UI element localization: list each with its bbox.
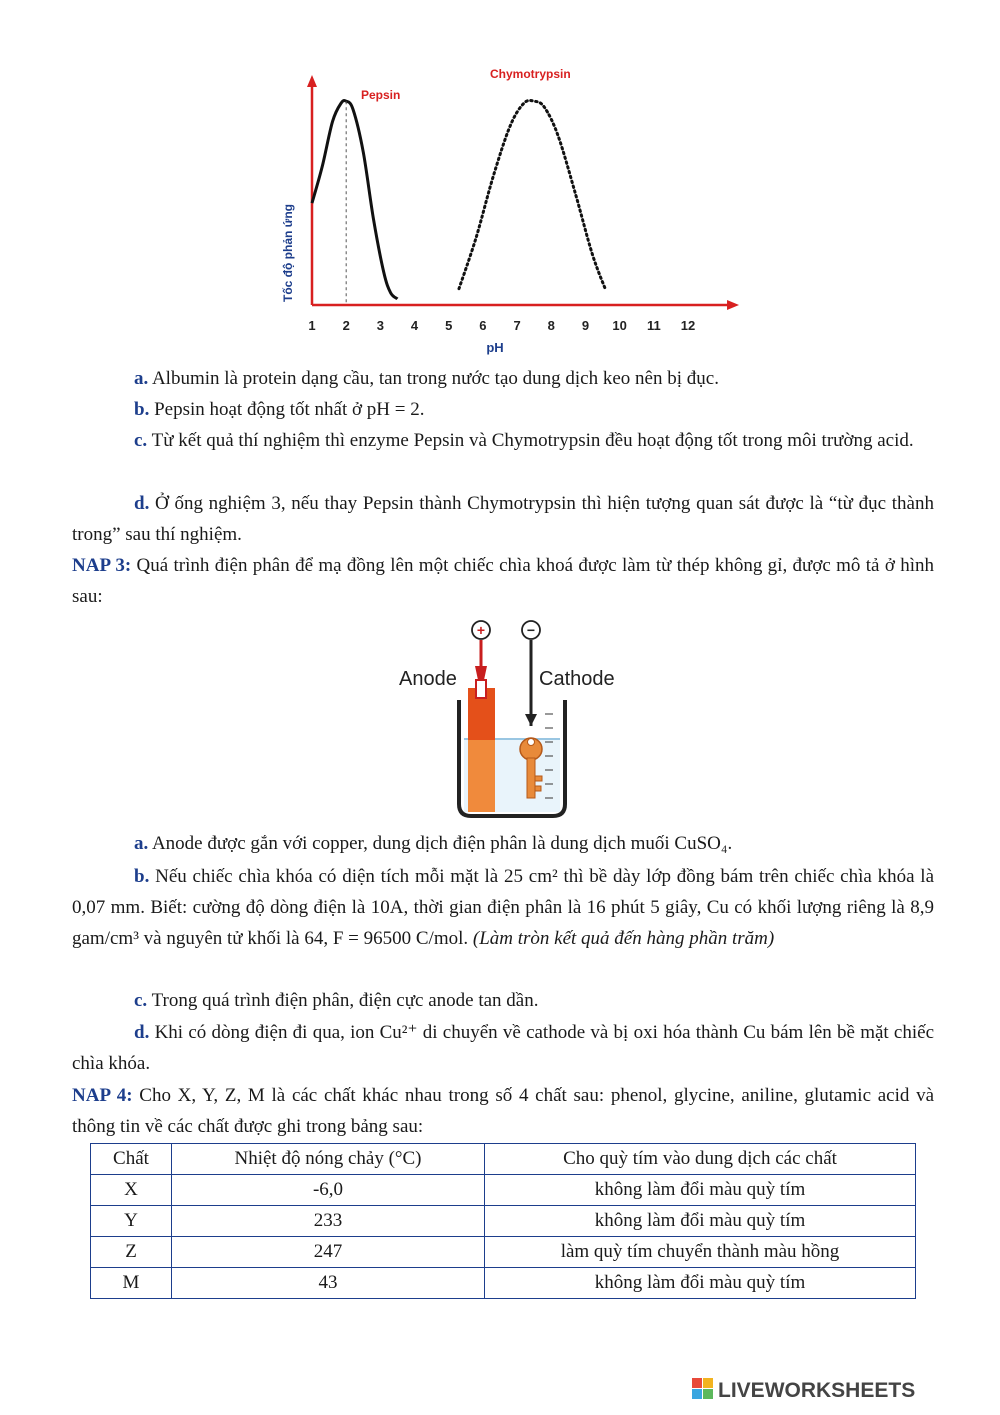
x-tick-label: 1 [308, 318, 316, 333]
y-axis-arrow [307, 75, 317, 87]
anode-clamp [476, 680, 486, 698]
legend-chymotrypsin: Chymotrypsin [490, 67, 571, 81]
table-row [91, 1206, 916, 1237]
nap3-statement-c [72, 985, 934, 1016]
nap3-statement-c-text: Trong quá trình điện phân, điện cực anode tan dần. [151, 990, 539, 1011]
substances-table [90, 1143, 916, 1299]
x-tick-label: 12 [680, 318, 696, 333]
statement-b-text: Pepsin hoạt động tốt nhất ở pH = 2. [154, 399, 425, 420]
anode-electrode-bottom [468, 740, 495, 812]
cathode-label: Cathode [539, 668, 615, 690]
table-header-cell: Chất [91, 1144, 172, 1175]
table-row [91, 1268, 916, 1299]
statement-b-label: b. [134, 399, 150, 420]
nap3-heading: NAP 3: [72, 555, 132, 576]
chart-ylabel: Tốc độ phản ứng [281, 203, 295, 303]
plus-sign: + [476, 622, 486, 638]
statement-a [72, 363, 934, 394]
statement-c-label: c. [134, 430, 148, 451]
x-tick-label: 9 [581, 318, 590, 333]
table-cell: M [91, 1268, 172, 1299]
liveworksheets-logo[interactable] [692, 1376, 992, 1402]
nap3-intro-text: Quá trình điện phân để mạ đồng lên một chiếc chìa khoá được làm từ thép không gỉ, được mô tả ở hình sau: [72, 555, 935, 607]
statement-d-label: d. [134, 493, 150, 514]
series-line-pepsin [312, 100, 397, 298]
anode-label: Anode [399, 668, 457, 690]
table-header-cell: Cho quỳ tím vào dung dịch các chất [485, 1144, 916, 1175]
x-tick-label: 3 [376, 318, 384, 333]
x-tick-label: 2 [342, 318, 350, 333]
chart-xlabel: pH [486, 340, 504, 355]
statement-a-label: a. [134, 368, 149, 389]
statement-c-text: Từ kết quả thí nghiệm thì enzyme Pepsin và Chymotrypsin đều hoạt động tốt trong môi trường acid. [151, 430, 914, 451]
statement-b [72, 394, 934, 425]
x-tick-label: 8 [547, 318, 555, 333]
statement-d [72, 488, 934, 550]
table-cell: 43 [172, 1268, 485, 1299]
table-cell: Y [91, 1206, 172, 1237]
enzyme-activity-chart [270, 55, 740, 360]
nap3-statement-b-text: Nếu chiếc chìa khóa có diện tích mỗi mặt là 25 cm² thì bề dày lớp đồng bám trên chiếc chìa khóa là 0,07 mm. Biết: cường độ dòng điện là 10A, thời gian điện phân là 16 phút 5 giây, Cu có khối lượng riêng là 8,9 gam/cm³ và nguyên tử khối là 64, F = 96500 C/mol. [72, 866, 935, 949]
minus-sign: − [526, 622, 536, 638]
table-cell: không làm đổi màu quỳ tím [485, 1206, 916, 1237]
table-cell: 233 [172, 1206, 485, 1237]
statement-a-text: Albumin là protein dạng cầu, tan trong nước tạo dung dịch keo nên bị đục. [151, 368, 719, 389]
x-axis-arrow [727, 300, 739, 310]
nap4-intro [72, 1080, 934, 1142]
nap3-statement-b [72, 861, 934, 954]
table-row [91, 1237, 916, 1268]
table-cell: X [91, 1175, 172, 1206]
x-tick-label: 5 [445, 318, 453, 333]
statement-c [72, 425, 934, 456]
nap4-intro-text: Cho X, Y, Z, M là các chất khác nhau trong số 4 chất sau: phenol, glycine, aniline, glutamic acid và thông tin về các chất được ghi trong bảng sau: [72, 1085, 935, 1137]
table-cell: Z [91, 1237, 172, 1268]
nap3-statement-c-label: c. [134, 990, 148, 1011]
legend-pepsin: Pepsin [361, 88, 401, 102]
table-cell: không làm đổi màu quỳ tím [485, 1175, 916, 1206]
liveworksheets-logo-icon [692, 1378, 713, 1399]
electroplating-figure [395, 618, 635, 822]
table-cell: không làm đổi màu quỳ tím [485, 1268, 916, 1299]
x-tick-label: 11 [646, 318, 661, 333]
series-line-chymotrypsin [459, 100, 606, 290]
x-tick-label: 7 [513, 318, 521, 333]
nap3-statement-a-text: Anode được gắn với copper, dung dịch điện phân là dung dịch muối CuSO₄. [151, 833, 733, 854]
brand-text: LIVEWORKSHEETS [718, 1379, 916, 1402]
table-header-row [91, 1144, 916, 1175]
table-cell: 247 [172, 1237, 485, 1268]
cathode-arrow [525, 714, 537, 726]
x-tick-label: 4 [410, 318, 419, 333]
x-tick-label: 10 [612, 318, 627, 333]
nap3-statement-d-label: d. [134, 1022, 150, 1043]
nap3-statement-a-label: a. [134, 833, 149, 854]
nap4-heading: NAP 4: [72, 1085, 133, 1106]
nap3-statement-b-note: (Làm tròn kết quả đến hàng phần trăm) [472, 928, 775, 949]
statement-d-text: Ở ống nghiệm 3, nếu thay Pepsin thành Chymotrypsin thì hiện tượng quan sát được là “từ đục thành trong” sau thí nghiệm. [72, 493, 934, 545]
anode-clip [475, 666, 487, 680]
nap3-intro [72, 550, 934, 612]
table-cell: làm quỳ tím chuyển thành màu hồng [485, 1237, 916, 1268]
nap3-statement-a [72, 828, 934, 859]
table-header-cell: Nhiệt độ nóng chảy (°C) [172, 1144, 485, 1175]
x-tick-label: 6 [479, 318, 487, 333]
nap3-statement-d [72, 1017, 934, 1079]
nap3-statement-d-text: Khi có dòng điện đi qua, ion Cu²⁺ di chuyển về cathode và bị oxi hóa thành Cu bám lên bề mặt chiếc chìa khóa. [72, 1022, 934, 1074]
nap3-statement-b-label: b. [134, 866, 150, 887]
table-row [91, 1175, 916, 1206]
table-cell: -6,0 [172, 1175, 485, 1206]
